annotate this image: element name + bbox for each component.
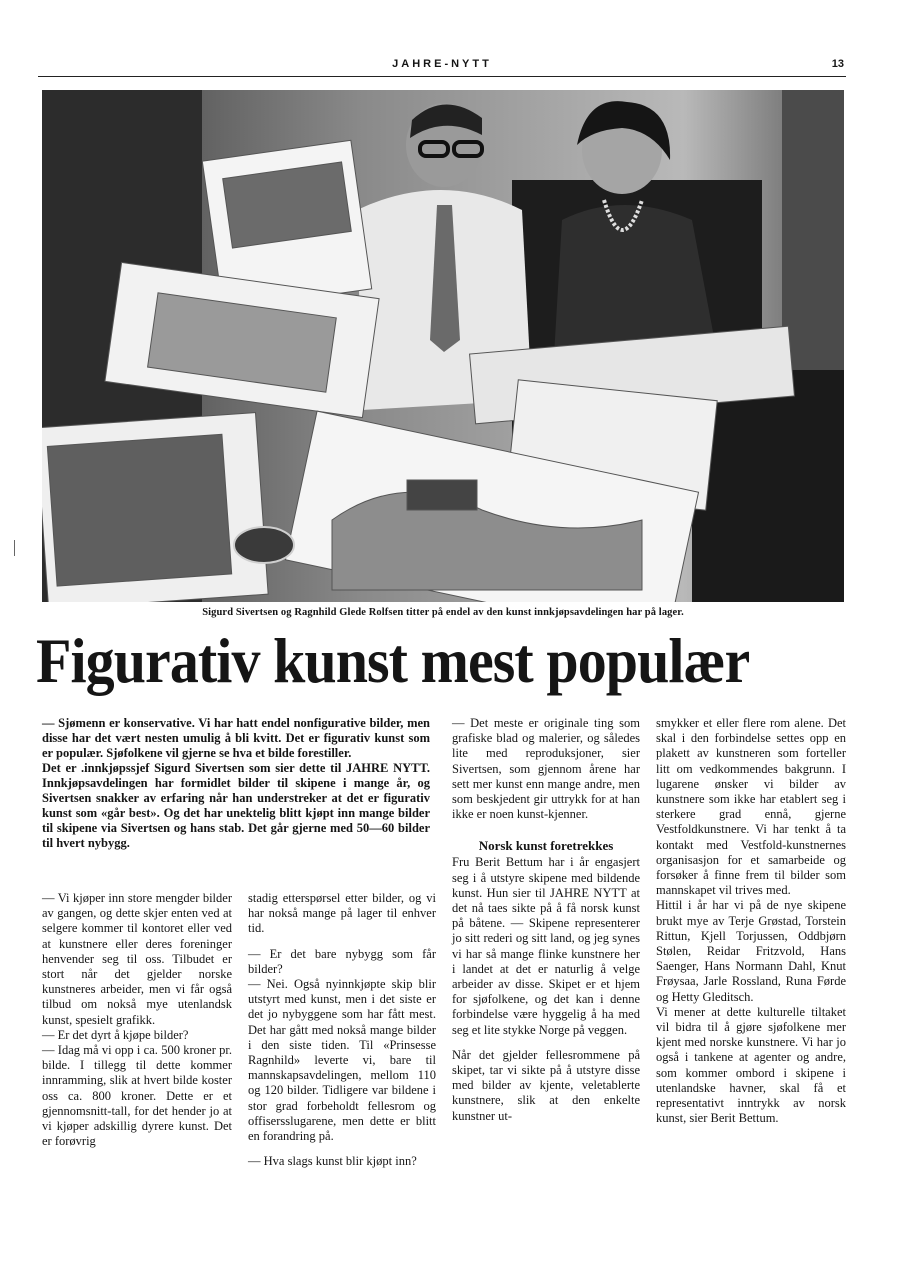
article-column-3	[452, 716, 640, 1124]
paragraph: — Er det dyrt å kjøpe bilder?	[42, 1027, 189, 1042]
ingress-paragraph: — Sjømenn er konservative. Vi har hatt endel nonfigurative bilder, men disse har det vært nesten umulig å bli kvitt. Det er figurativ kunst som er populær. Sjøfolkene vil gjerne se hva et bilde forestiller.	[42, 716, 430, 760]
paragraph: Fru Berit Bettum har i år engasjert seg i å utstyre skipene med bildende kunst. Hun sier til JAHRE NYTT at det nå taes sikte på å få norsk kunst på båtene. — Skipene representerer jo sitt rederi og sitt land, og jeg synes vi har så mange flinke kunstnere her i landet at det er naturlig å velge arbeider av disse. Skipet er et hjem for sjøfolkene, og det kan i denne forbindelse være hyggelig å ha med seg et lite stykke Norge på veggen.	[452, 855, 640, 1037]
page-number: 13	[831, 58, 844, 70]
subheading: Norsk kunst foretrekkes	[478, 838, 614, 854]
article-photo	[42, 90, 844, 602]
paragraph: — Det meste er originale ting som grafiske blad og malerier, og således lite med reproduksjoner, sier Sivertsen, som gjennom årene har sett mer kunst enn mange andre, men som beskjedent gir uttrykk for at han ikke er noen kunst-kjenner.	[452, 716, 640, 822]
article-headline: Figurativ kunst mest populær	[36, 626, 750, 696]
crop-mark	[14, 540, 21, 556]
paragraph: Vi mener at dette kulturelle tiltaket vil bidra til å gjøre sjøfolkene mer kjent med norske kunstnere. Vi har jo også i tankene at agenter og andre, som kommer ombord i skipene i utenlandske havner, skal få et representativt inntrykk av norsk kunst, sier Berit Bettum.	[656, 1004, 846, 1126]
page-header	[38, 56, 846, 77]
paragraph: stadig etterspørsel etter bilder, og vi har nokså mange på lager til enhver tid.	[248, 891, 436, 936]
ingress-paragraph: Det er .innkjøpssjef Sigurd Sivertsen som sier dette til JAHRE NYTT. Innkjøpsavdelingen har formidlet bilder til skipene i mange år, og Sivertsen snakker av erfaring når han understreker at det er figurativ kunst som «går best». Og det har unektelig blitt kjøpt inn mange bilder til skipene via Sivertsen og hans stab. Det går gjerne med 50—60 bilder til hvert nybygg.	[42, 761, 430, 850]
publication-name: JAHRE-NYTT	[392, 58, 492, 70]
paragraph: — Hva slags kunst blir kjøpt inn?	[248, 1154, 417, 1169]
paragraph: — Nei. Også nyinnkjøpte skip blir utstyrt med kunst, men i det siste er det jo nybyggene som har fått mest. Det har gått med nokså mange bilder i den siste tiden. Til «Prinsesse Ragnhild» leverte vi, bare til mannskapsavdelingen, mellom 110 og 120 bilder. Tidligere var bildene i stor grad forbeholdt fellesrom og offisersslugarene, men dette er blitt en forandring på.	[248, 977, 436, 1144]
paragraph: — Vi kjøper inn store mengder bilder av gangen, og dette skjer enten ved at selgere kommer til kontoret eller ved at kunstnere eller deres foreninger henvender seg til oss. Tilbudet er stort når det gjelder norske kunstneres arbeider, men vi får også tilbud om nokså mye utenlandsk kunst, spesielt grafikk.	[42, 891, 232, 1027]
article-ingress	[42, 716, 430, 851]
article-column-2	[248, 891, 436, 1169]
article-column-1	[42, 891, 232, 1149]
photo-caption: Sigurd Sivertsen og Ragnhild Glede Rolfsen titter på endel av den kunst innkjøpsavdelingen har på lager.	[202, 607, 684, 618]
article-column-4	[656, 716, 846, 1126]
paragraph: smykker et eller flere rom alene. Det skal i den forbindelse settes opp en plakett av kunstneren som forteller litt om vedkommendes bakgrunn. I lugarene ønsker vi bilder av kunstnere som ikke har etablert seg i sterkere grad ennå, gjerne Vestfoldkunstnere. Vi har tenkt å ta kontakt med Vestfold-kunstnernes organisasjon for et samarbeide og forsøker å finne frem til bilder som mannskapet vil trives med.	[656, 716, 846, 898]
photo-illustration	[42, 90, 844, 602]
paragraph: Hittil i år har vi på de nye skipene brukt mye av Terje Grøstad, Torstein Rittun, Kjell Torjussen, Oddbjørn Stølen, Reidar Fritzvold, Hans Saenger, Hans Normann Dahl, Knut Frøysaa, Jarle Rossland, Runa Førde og Hetty Gleditsch.	[656, 898, 846, 1004]
paragraph: Når det gjelder fellesrommene på skipet, tar vi sikte på å utstyre disse med bilder av kjente, veletablerte kunstnere, slik at den enkelte kunstner ut-	[452, 1047, 640, 1123]
paragraph: — Idag må vi opp i ca. 500 kroner pr. bilde. I tillegg til dette kommer innramming, slik at hvert bilde koster oss ca. 800 kroner. Dette er et gjennomsnitt-tall, for det hender jo at vi kjøper adskillig dyrere kunst. Det er forøvrig	[42, 1043, 232, 1149]
paragraph: — Er det bare nybygg som får bilder?	[248, 946, 436, 976]
